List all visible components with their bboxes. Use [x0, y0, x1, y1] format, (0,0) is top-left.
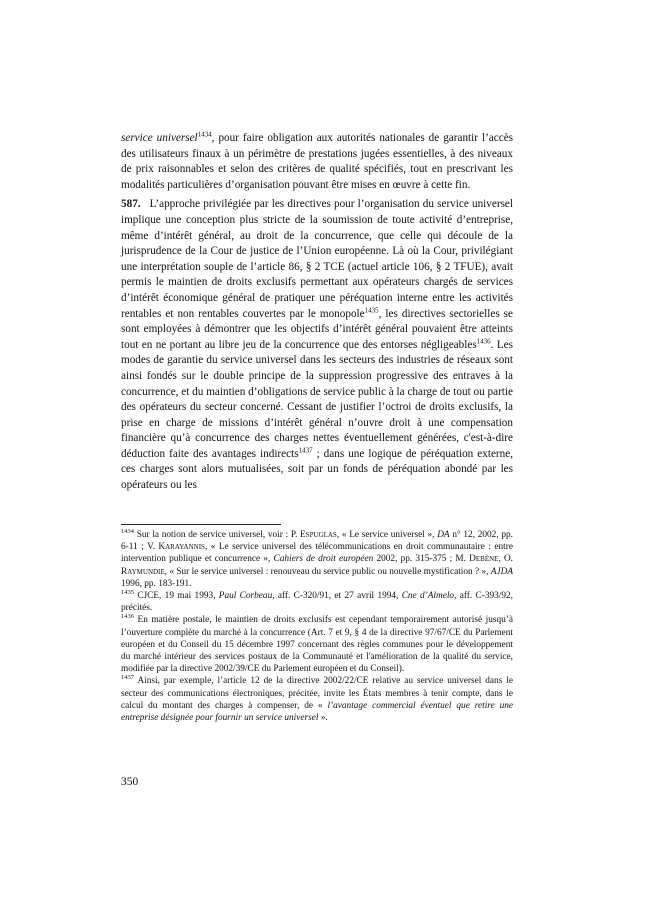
author-name: Debène	[469, 554, 499, 565]
paragraph-587	[121, 197, 513, 493]
footnote-text: n° 12, 2002, pp. 6-11 ; V.	[121, 530, 513, 553]
journal-title: DA	[437, 530, 450, 540]
footnote-ref-1437[interactable]: 1437	[298, 446, 313, 455]
footnote-number: 1436	[121, 613, 134, 621]
footnote-1437	[121, 675, 513, 724]
footnote-1434	[121, 529, 513, 590]
footnote-ref-1435[interactable]: 1435	[364, 305, 379, 314]
case-name: Cne d’Almelo	[401, 591, 455, 602]
paragraph-text: , pour faire obligation aux autorités nationales de garantir l’accès des utilisateurs finaux à un périmètre de prestations jugées essentielles, à des niveaux de prix raisonnables et selon des critères de qualité spécifiés, tout en prescrivant les modalités particulières d’organisation pouvant être mises en œuvre à cette fin.	[121, 132, 514, 191]
footnotes	[121, 529, 513, 724]
footnote-separator	[121, 524, 281, 525]
author-name: Karayannis	[158, 542, 205, 553]
footnote-text: , « Le service universel des télécommunications en droit communautaire : entre intervention publique et concurrence »,	[121, 542, 513, 565]
footnote-text: Ainsi, par exemple, l’article 12 de la directive 2002/22/CE relative au service universel dans le secteur des communications électroniques, précitée, invite les États membres à tenir compte, dans le calcul du montant des charges à compenser, de «	[121, 676, 513, 711]
paragraph-text: ; dans une logique de péréquation externe, ces charges sont alors mutualisées, soit par un fonds de péréquation abondé par les opérateurs ou les	[121, 447, 513, 492]
footnote-text: Sur la notion de service universel, voir : P.	[134, 530, 300, 540]
footnote-1436	[121, 614, 513, 675]
author-name: Espuglas	[300, 530, 337, 540]
case-name: Paul Corbeau	[218, 591, 273, 602]
paragraph-continuation	[121, 131, 513, 193]
footnote-number: 1435	[121, 588, 134, 596]
footnote-text: CJCE, 19 mai 1993,	[134, 591, 219, 602]
italic-term: service universel	[121, 132, 198, 144]
footnote-ref-1436[interactable]: 1436	[476, 336, 491, 345]
footnote-text: , aff. C-393/92, précités.	[121, 591, 513, 614]
footnote-text: En matière postale, le maintien de droits exclusifs est cependant temporairement autorisé jusqu’à l’ouverture complète du marché à la concurrence (Art. 7 et 9, § 4 de la directive 97/67/CE du Parlement européen et du Conseil du 15 décembre 1997 concernant des règles communes pour le développement du marché intérieur des services postaux de la Communauté et l'amélioration de la qualité du service, modifiée par la directive 2002/39/CE du Parlement européen et du Conseil).	[121, 615, 513, 675]
footnote-text: 2002, pp. 315-375 ; M.	[373, 554, 470, 565]
journal-title: Cahiers de droit européen	[273, 554, 374, 565]
journal-title: AJDA	[490, 566, 513, 577]
paragraph-text: L’approche privilégiée par les directives pour l’organisation du service universel implique une conception plus stricte de la soumission de toute activité d’entreprise, même d’intérêt général, au droit de la concurrence, que celle qui découle de la jurisprudence de la Cour de justice de l’Union européenne. Là où la Cour, privilégiant une interprétation souple de l’article 86, § 2 TCE (actuel article 106, § 2 TFUE), avait permis le maintien de droits exclusifs permettant aux opérateurs chargés de services d’intérêt économique général de pratiquer une péréquation interne entre les activités rentables et non rentables couvertes par le monopole	[121, 198, 513, 320]
quotation: l’avantage commercial éventuel que retire une entreprise désignée pour fournir un service universel	[121, 700, 514, 724]
paragraph-text: . Les modes de garantie du service universel dans les secteurs des industries de réseaux sont ainsi fondés sur le double principe de la suppression progressive des entraves à la concurrence, et du maintien d’obligations de service public à la charge de tout ou partie des opérateurs du secteur concerné. Cessant de justifier l’octroi de droits exclusifs, la prise en charge de missions d’intérêt général n’ouvre droit à une compensation financière qu’à concurrence des charges nettes éventuellement générées, c'est-à-dire déduction faite des avantages indirects	[121, 338, 513, 460]
footnote-text: ».	[318, 713, 328, 724]
footnote-text: , « Sur le service universel : renouveau du service public ou nouvelle mystification ? »,	[164, 566, 491, 577]
footnote-ref-1434[interactable]: 1434	[197, 130, 212, 139]
page-number: 350	[121, 776, 139, 788]
author-name: Raymundie	[121, 566, 165, 577]
footnote-text: , aff. C-320/91, et 27 avril 1994,	[272, 591, 402, 602]
footnote-text: 1996, pp. 183-191.	[121, 578, 192, 589]
footnote-1435	[121, 590, 513, 614]
paragraph-text: , les directives sectorielles se sont employées à démontrer que les objectifs d’intérêt général pouvaient être atteints tout en ne portant au libre jeu de la concurrence que des entorses négligeables	[121, 307, 513, 351]
footnote-number: 1437	[121, 674, 134, 682]
main-text	[121, 131, 513, 497]
footnote-text: , O.	[498, 554, 513, 565]
paragraph-number: 587.	[121, 198, 141, 211]
footnote-number: 1434	[121, 527, 134, 535]
footnote-text: , « Le service universel »,	[336, 530, 438, 540]
